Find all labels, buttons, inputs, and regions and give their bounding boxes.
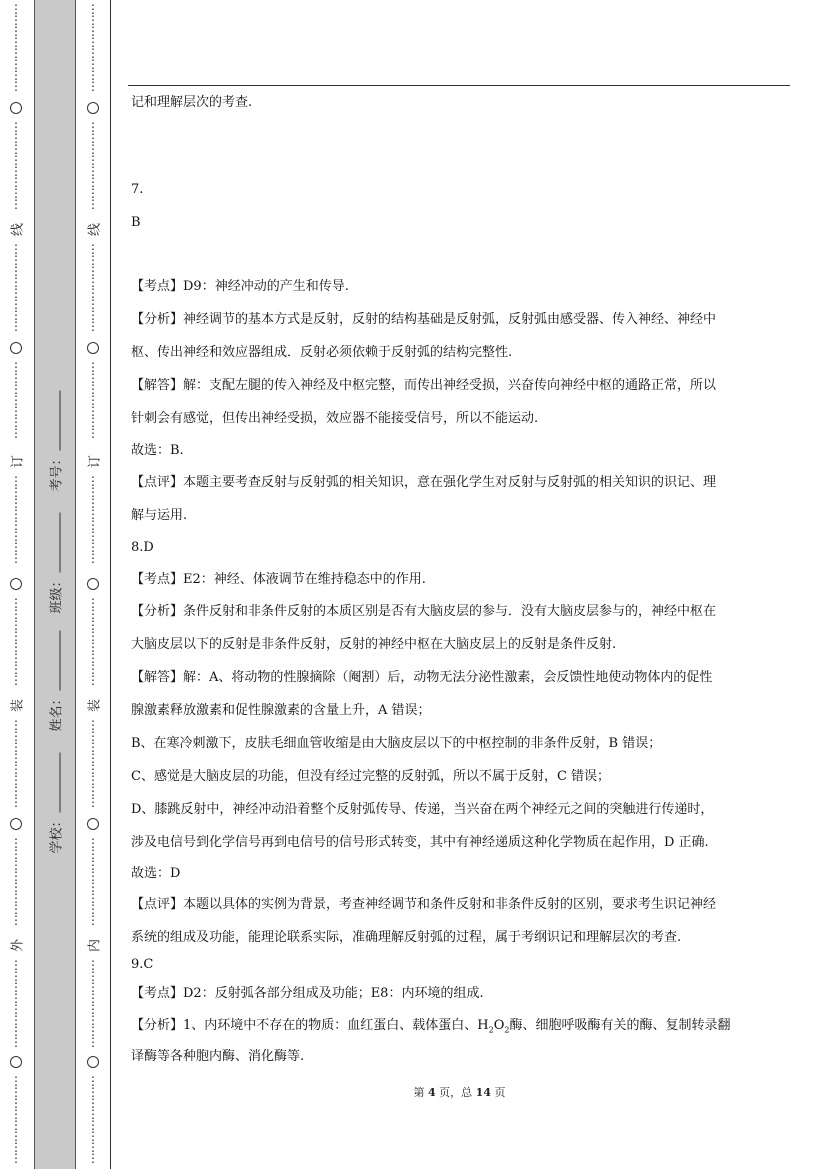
dotted-line: ⋮ ⋮ ⋮ ⋮ ⋮ ⋮ ⋮ ⋮ bbox=[10, 242, 22, 333]
dotted-line: ⋮ ⋮ ⋮ ⋮ ⋮ ⋮ ⋮ ⋮ bbox=[10, 718, 22, 809]
footer-post: 页 bbox=[490, 1086, 506, 1099]
exam-number-label: 考号： bbox=[49, 452, 65, 492]
circle-mark bbox=[87, 818, 99, 830]
dotted-line: ⋮ ⋮ ⋮ ⋮ ⋮ ⋮ ⋮ ⋮ bbox=[10, 2, 22, 93]
q7-kaodian: 【考点】D9：神经冲动的产生和传导. bbox=[131, 279, 349, 294]
h2o2-sub-2: 2 bbox=[504, 1025, 510, 1035]
q7-fenxi: 【分析】神经调节的基本方式是反射，反射的结构基础是反射弧，反射弧由感受器、传入神经、神经中 bbox=[131, 312, 717, 327]
q9-kaodian: 【考点】D2：反射弧各部分组成及功能；E8：内环境的组成. bbox=[131, 986, 484, 1001]
q8-fenxi: 【分析】条件反射和非条件反射的本质区别是否有大脑皮层的参与．没有大脑皮层参与的，神经中枢在 bbox=[131, 604, 717, 619]
q8-option-d: D、膝跳反射中，神经冲动沿着整个反射弧传导、传递，当兴奋在两个神经元之间的突触进行传递时， bbox=[131, 802, 714, 817]
binding-mark-wai: 外 bbox=[10, 939, 26, 953]
binding-mark-zhuang: 装 bbox=[10, 699, 26, 713]
dotted-line: ⋮ ⋮ ⋮ ⋮ ⋮ ⋮ ⋮ ⋮ bbox=[87, 836, 99, 927]
page-number: 4 bbox=[428, 1086, 436, 1099]
q7-dianping: 【点评】本题主要考查反射与反射弧的相关知识，意在强化学生对反射与反射弧的相关知识的识记、理 bbox=[131, 475, 717, 490]
exam-number-blank bbox=[50, 390, 61, 450]
q7-jieda-cont: 针刺会有感觉，但传出神经受损，效应器不能接受信号，所以不能运动. bbox=[131, 411, 539, 426]
q8-option-d-cont: 涉及电信号到化学信号再到电信号的信号形式转变，其中有神经递质这种化学物质在起作用，D 正确. bbox=[131, 835, 709, 850]
circle-mark bbox=[10, 102, 22, 114]
exam-number-field[interactable] bbox=[46, 408, 65, 492]
q8-dianping: 【点评】本题以具体的实例为背景，考查神经调节和条件反射和非条件反射的区别，要求考生识记神经 bbox=[131, 897, 717, 912]
name-label: 姓名： bbox=[49, 692, 65, 732]
circle-mark bbox=[10, 342, 22, 354]
footer-mid: 页，总 bbox=[435, 1086, 476, 1099]
q9-fenxi-a: 【分析】1、内环境中不存在的物质：血红蛋白、载体蛋白、H bbox=[131, 1018, 489, 1033]
q8-kaodian: 【考点】E2：神经、体液调节在维持稳态中的作用. bbox=[131, 572, 426, 587]
binding-mark-xian: 线 bbox=[87, 223, 103, 237]
dotted-line: ⋮ ⋮ ⋮ ⋮ ⋮ ⋮ ⋮ ⋮ bbox=[10, 1074, 22, 1165]
page-footer bbox=[0, 1084, 827, 1100]
h2o2-o: O bbox=[493, 1018, 505, 1033]
q9-fenxi-b: 酶、细胞呼吸酶有关的酶、复制转录翻 bbox=[509, 1018, 731, 1033]
circle-mark bbox=[87, 342, 99, 354]
dotted-line: ⋮ ⋮ ⋮ ⋮ ⋮ ⋮ ⋮ ⋮ bbox=[10, 596, 22, 687]
q7-fenxi-cont: 枢、传出神经和效应器组成．反射必须依赖于反射弧的结构完整性. bbox=[131, 345, 513, 360]
name-field[interactable] bbox=[46, 648, 65, 732]
q7-answer: B bbox=[131, 215, 141, 230]
school-blank bbox=[50, 752, 61, 812]
circle-mark bbox=[87, 578, 99, 590]
q8-number: 8.D bbox=[131, 540, 154, 555]
binding-inner-column bbox=[76, 0, 111, 1169]
circle-mark bbox=[10, 578, 22, 590]
circle-mark bbox=[10, 818, 22, 830]
q8-jieda-cont: 腺激素释放激素和促性腺激素的含量上升，A 错误； bbox=[131, 703, 431, 718]
binding-mark-ding: 订 bbox=[87, 455, 103, 469]
dotted-line: ⋮ ⋮ ⋮ ⋮ ⋮ ⋮ ⋮ ⋮ bbox=[87, 120, 99, 211]
q7-number: 7. bbox=[131, 182, 144, 197]
text-line: 记和理解层次的考查. bbox=[131, 95, 253, 110]
dotted-line: ⋮ ⋮ ⋮ ⋮ ⋮ ⋮ ⋮ ⋮ bbox=[87, 718, 99, 809]
dotted-line: ⋮ ⋮ ⋮ ⋮ ⋮ ⋮ ⋮ ⋮ bbox=[87, 958, 99, 1049]
dotted-line: ⋮ ⋮ ⋮ ⋮ ⋮ ⋮ ⋮ ⋮ bbox=[87, 596, 99, 687]
q8-guxuan: 故选：D bbox=[131, 866, 181, 881]
dotted-line: ⋮ ⋮ ⋮ ⋮ ⋮ ⋮ ⋮ ⋮ bbox=[87, 2, 99, 93]
school-field[interactable] bbox=[46, 770, 65, 854]
dotted-line: ⋮ ⋮ ⋮ ⋮ ⋮ ⋮ ⋮ bbox=[10, 360, 22, 440]
dotted-line: ⋮ ⋮ ⋮ ⋮ ⋮ ⋮ ⋮ bbox=[87, 360, 99, 440]
q8-fenxi-cont: 大脑皮层以下的反射是非条件反射，反射的神经中枢在大脑皮层上的反射是条件反射. bbox=[131, 637, 617, 652]
dotted-line: ⋮ ⋮ ⋮ ⋮ ⋮ ⋮ ⋮ ⋮ bbox=[10, 836, 22, 927]
binding-outer-column bbox=[0, 0, 32, 1169]
q8-dianping-cont: 系统的组成及功能，能理论联系实际，准确理解反射弧的过程，属于考纲识记和理解层次的考查. bbox=[131, 930, 682, 945]
h2o2-sub-1: 2 bbox=[488, 1025, 494, 1035]
q8-option-c: C、感觉是大脑皮层的功能，但没有经过完整的反射弧，所以不属于反射，C 错误； bbox=[131, 769, 611, 784]
class-label: 班级： bbox=[49, 574, 65, 614]
q7-dianping-cont: 解与运用. bbox=[131, 508, 188, 523]
dotted-line: ⋮ ⋮ ⋮ ⋮ ⋮ ⋮ ⋮ ⋮ bbox=[10, 120, 22, 211]
dotted-line: ⋮ ⋮ ⋮ ⋮ ⋮ ⋮ ⋮ ⋮ bbox=[10, 958, 22, 1049]
dotted-line: ⋮ ⋮ ⋮ ⋮ ⋮ ⋮ ⋮ ⋮ bbox=[87, 474, 99, 565]
class-blank bbox=[50, 512, 61, 572]
q8-jieda: 【解答】解：A、将动物的性腺摘除（阉割）后，动物无法分泌性激素，会反馈性地使动物体内的促性 bbox=[131, 670, 713, 685]
total-pages: 14 bbox=[475, 1086, 491, 1099]
binding-mark-nei: 内 bbox=[87, 939, 103, 953]
footer-pre: 第 bbox=[413, 1086, 429, 1099]
binding-mark-zhuang: 装 bbox=[87, 699, 103, 713]
student-info-column bbox=[34, 0, 76, 1169]
class-field[interactable] bbox=[46, 530, 65, 614]
binding-mark-ding: 订 bbox=[10, 455, 26, 469]
dotted-line: ⋮ ⋮ ⋮ ⋮ ⋮ ⋮ ⋮ ⋮ bbox=[87, 242, 99, 333]
dotted-line: ⋮ ⋮ ⋮ ⋮ ⋮ ⋮ ⋮ ⋮ bbox=[10, 474, 22, 565]
q7-jieda: 【解答】解：支配左腿的传入神经及中枢完整，而传出神经受损，兴奋传向神经中枢的通路正常，所以 bbox=[131, 378, 717, 393]
q8-option-b: B、在寒冷刺激下，皮肤毛细血管收缩是由大脑皮层以下的中枢控制的非条件反射，B 错误； bbox=[131, 736, 662, 751]
dotted-line: ⋮ ⋮ ⋮ ⋮ ⋮ ⋮ ⋮ ⋮ bbox=[87, 1074, 99, 1165]
q7-guxuan: 故选：B. bbox=[131, 443, 184, 458]
circle-mark bbox=[87, 102, 99, 114]
school-label: 学校： bbox=[49, 814, 65, 854]
q9-number: 9.C bbox=[131, 957, 154, 972]
circle-mark bbox=[10, 1056, 22, 1068]
circle-mark bbox=[87, 1056, 99, 1068]
q9-fenxi-cont: 译酶等各种胞内酶、消化酶等. bbox=[131, 1049, 305, 1064]
name-blank bbox=[50, 630, 61, 690]
binding-mark-xian: 线 bbox=[10, 223, 26, 237]
